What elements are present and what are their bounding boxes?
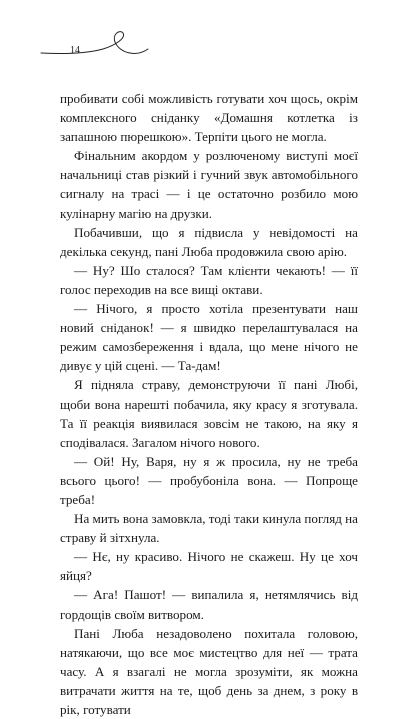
- page-number: 14: [70, 45, 80, 56]
- paragraph: На мить вона замовкла, тоді таки кинула погляд на страву й зітхнула.: [60, 511, 358, 546]
- paragraph: Фінальним акордом у розлюченому виступі моєї начальниці став різкий і гучний звук автомобільного сигналу на трасі — і це остаточно розбило мою кулінарну магію на друзки.: [60, 148, 358, 221]
- paragraph: — Нє, ну красиво. Нічого не скажеш. Ну це хоч яйця?: [60, 549, 358, 584]
- paragraph: — Ну? Шо сталося? Там клієнти чекають! — її голос переходив на все вищі октави.: [60, 262, 358, 297]
- page-header: [0, 0, 416, 80]
- paragraph: — Ой! Ну, Варя, ну я ж просила, ну не треба всього цього! — пробубоніла вона. — Попроще треба!: [60, 453, 358, 507]
- paragraph: Побачивши, що я підвисла у невідомості на декілька секунд, пані Люба продовжила свою арію.: [60, 224, 358, 259]
- paragraph: Пані Люба незадоволено похитала головою, натякаючи, що все моє мистецтво для неї — трата часу. А я взагалі не могла зрозуміти, як можна витрачати життя на те, щоб день за днем, з року в рік, готувати: [60, 625, 358, 717]
- body-text: [60, 89, 358, 719]
- paragraph: Я підняла страву, демонструючи її пані Любі, щоби вона нарешті побачила, яку красу я зготувала. Та її реакція виявилася зовсім не такою, на яку я сподівалася. Загалом нічого нового.: [60, 377, 358, 450]
- paragraph: пробивати собі можливість готувати хоч щось, окрім комплексного сніданку «Домашня котлетка із запашною пюрешкою». Терпіти цього не могла.: [60, 91, 358, 145]
- paragraph: — Ага! Пашот! — випалила я, нетямлячись від гордощів своїм витвором.: [60, 587, 358, 622]
- paragraph: — Нічого, я просто хотіла презентувати наш новий сніданок! — я швидко перелаштувалася на режим самозбереження і вдала, що мене нічого не дивує у цій сцені. — Та-дам!: [60, 301, 358, 374]
- flourish-ornament-icon: [40, 28, 150, 68]
